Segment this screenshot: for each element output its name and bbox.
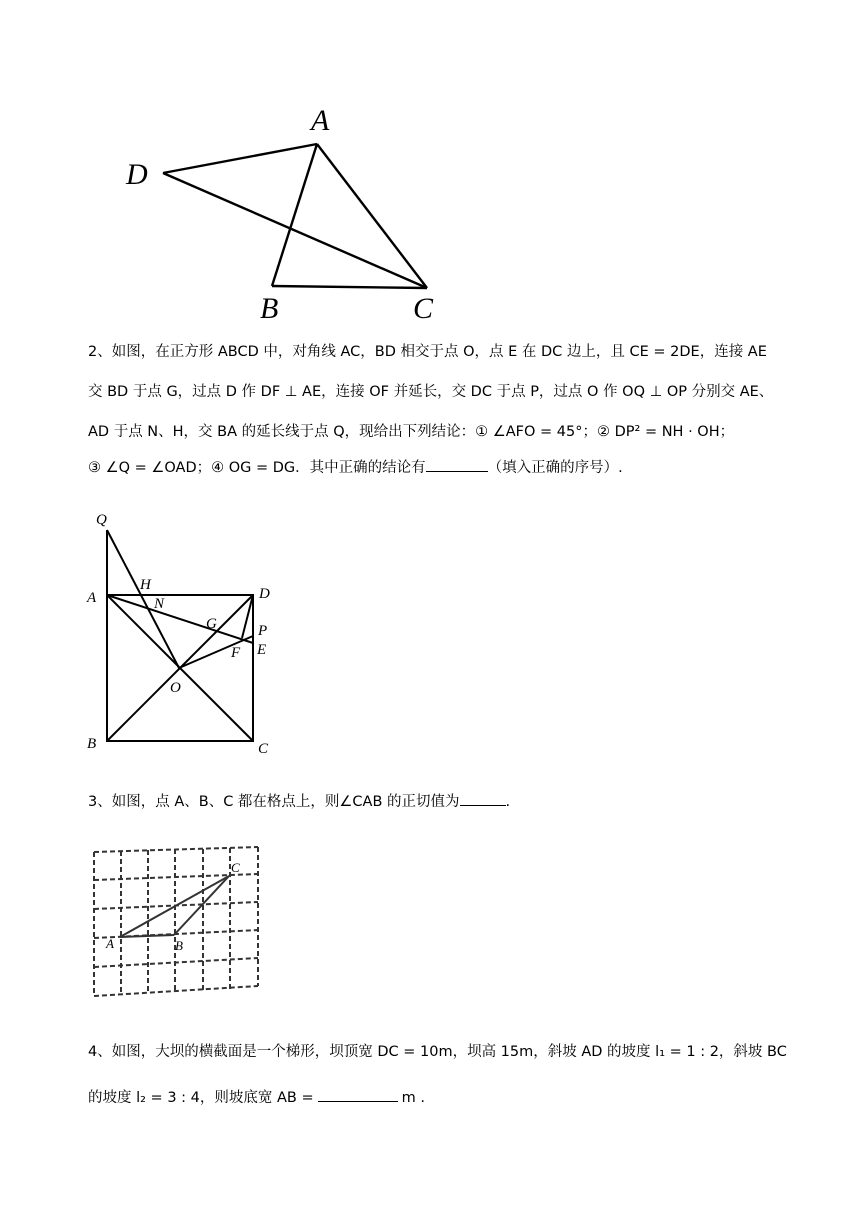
label-A: A (87, 590, 97, 606)
label-O: O (170, 680, 181, 696)
q3-text: 3、如图，点 A、B、C 都在格点上，则∠CAB 的正切值为 (88, 794, 460, 810)
label-E: E (257, 642, 267, 658)
label-B: B (87, 736, 97, 752)
q4-answer-blank[interactable] (318, 1087, 398, 1102)
q3-line (88, 786, 788, 818)
segment-BC (272, 286, 427, 288)
figure-3 (86, 840, 266, 1000)
segment-AE (107, 595, 253, 643)
q2-line-4-tail: （填入正确的序号）. (487, 460, 623, 476)
q4-line-2 (88, 1082, 788, 1114)
segment-DC (163, 173, 427, 288)
label-H: H (140, 577, 151, 593)
q4-unit: m . (401, 1090, 425, 1106)
segment-DA (163, 144, 317, 173)
segment-AB (272, 144, 317, 286)
label-P: P (258, 623, 268, 639)
q2-line-3: AD 于点 N、H，交 BA 的延长线于点 Q，现给出下列结论：① ∠AFO = 45°；② DP² = NH · OH； (88, 424, 735, 440)
label-C: C (231, 860, 240, 875)
label-B: B (175, 938, 183, 953)
q2-line-4 (88, 452, 788, 484)
q3-answer-blank[interactable] (460, 791, 506, 806)
label-D: D (126, 158, 148, 191)
q2-line-1: 2、如图，在正方形 ABCD 中，对角线 AC，BD 相交于点 O，点 E 在 DC 边上，且 CE = 2DE，连接 AE (88, 344, 767, 360)
q4-line-2-text: 的坡度 l₂ = 3 : 4，则坡底宽 AB = (88, 1090, 314, 1106)
label-N: N (154, 596, 165, 612)
q3-tail: . (505, 794, 511, 810)
label-C: C (413, 292, 434, 325)
segment-AC (317, 144, 427, 288)
segment-AB (120, 935, 174, 937)
label-A: A (311, 104, 330, 137)
label-A: A (106, 936, 114, 951)
figure-1 (110, 100, 460, 330)
label-G: G (206, 616, 217, 632)
q2-line-2: 交 BD 于点 G，过点 D 作 DF ⊥ AE，连接 OF 并延长，交 DC 于点 P，过点 O 作 OQ ⊥ OP 分别交 AE、 (88, 384, 774, 400)
label-D: D (259, 586, 270, 602)
segment-OP (179, 636, 253, 668)
q2-line-4-text: ③ ∠Q = ∠OAD；④ OG = DG．其中正确的结论有 (88, 460, 426, 476)
label-C: C (258, 741, 269, 757)
q2-answer-blank[interactable] (426, 457, 488, 472)
figure-2 (80, 502, 300, 762)
label-B: B (260, 292, 279, 325)
label-Q: Q (96, 512, 107, 528)
q4-line-1: 4、如图，大坝的横截面是一个梯形，坝顶宽 DC = 10m，坝高 15m，斜坡 AD 的坡度 l₁ = 1 : 2，斜坡 BC (88, 1044, 787, 1060)
label-F: F (231, 645, 241, 661)
